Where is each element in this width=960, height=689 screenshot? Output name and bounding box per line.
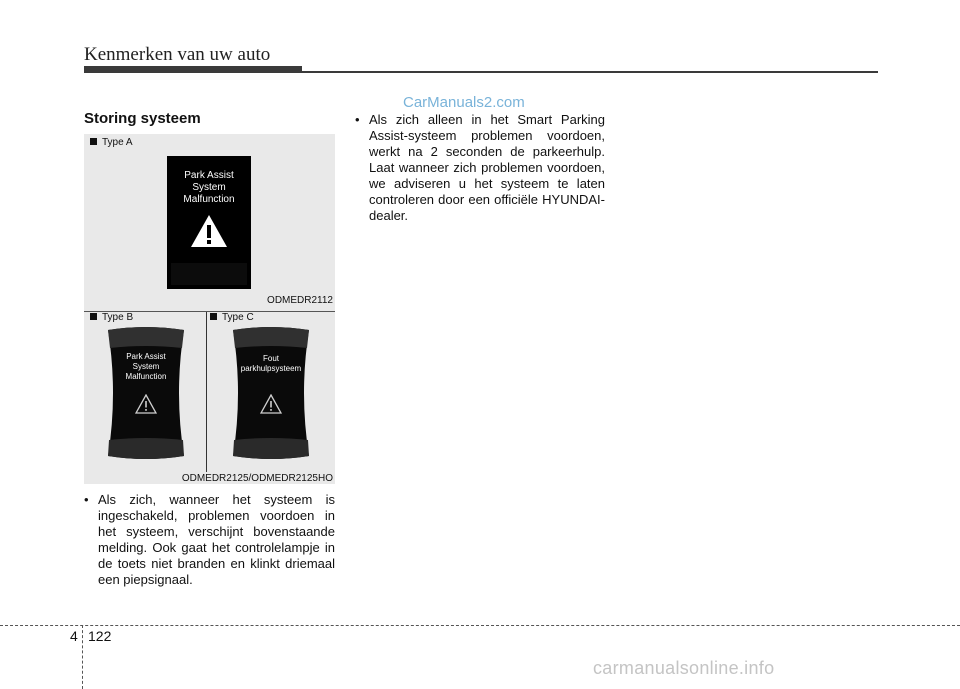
figure-divider-vertical: [206, 312, 207, 472]
panel-a-line3: Malfunction: [183, 194, 235, 205]
figure-code-bottom: ODMEDR2125/ODMEDR2125HO: [181, 473, 333, 484]
panel-a-line2: System: [192, 182, 226, 193]
right-bullet-text: Als zich alleen in het Smart Parking Assist-systeem problemen voordoen, werkt na 2 seconden de parkeerhulp. Laat wanneer zich problemen voordoen, we adviseren u het systeem te laten controleren door een officiële HYUNDAI-dealer.: [369, 112, 605, 223]
footer-rule: [0, 625, 960, 626]
square-bullet-icon: [90, 313, 97, 320]
chapter-number: 4: [70, 628, 78, 644]
display-figure: [84, 134, 335, 484]
panel-c-line1: Fout: [262, 354, 279, 363]
bullet-icon: •: [84, 492, 89, 507]
panel-a-line1: Park Assist: [184, 170, 234, 181]
panel-a-bottom-strip: [171, 263, 247, 285]
panel-b-line3: Malfunction: [125, 372, 167, 381]
header-title: Kenmerken van uw auto: [84, 44, 271, 65]
panel-type-a: [167, 156, 251, 289]
left-bullet-text: Als zich, wanneer het systeem is ingeschakeld, problemen voordoen in het systeem, verschijnt bovenstaande melding. Ook gaat het controlelampje in de toets niet branden en klinkt driemaal een piepsignaal.: [98, 492, 335, 587]
panel-c-text: [231, 354, 311, 374]
header-rule: [84, 71, 878, 73]
panel-type-c: [231, 326, 311, 460]
panel-b-line2: System: [132, 362, 160, 371]
footer-vertical-rule: [82, 625, 83, 689]
page-number: 122: [88, 628, 112, 644]
square-bullet-icon: [90, 138, 97, 145]
right-bullet-paragraph: [355, 112, 605, 224]
watermark-bottom: carmanualsonline.info: [593, 658, 775, 678]
panel-b-line1: Park Assist: [126, 352, 166, 361]
watermark-top: CarManuals2.com: [403, 94, 525, 111]
panel-type-b: [106, 326, 186, 460]
figure-code-top: ODMEDR2112: [267, 295, 333, 306]
warning-triangle-icon: [190, 214, 228, 248]
section-title: Storing systeem: [84, 110, 201, 127]
type-b-label: Type B: [90, 312, 133, 323]
left-bullet-paragraph: [84, 492, 335, 588]
warning-triangle-icon: [135, 394, 157, 414]
warning-triangle-icon: [260, 394, 282, 414]
panel-c-line2: parkhulpsysteem: [240, 364, 302, 373]
bullet-icon: •: [355, 112, 360, 127]
type-c-label: Type C: [210, 312, 254, 323]
type-a-label: Type A: [90, 137, 133, 148]
panel-b-text: [106, 352, 186, 382]
square-bullet-icon: [210, 313, 217, 320]
